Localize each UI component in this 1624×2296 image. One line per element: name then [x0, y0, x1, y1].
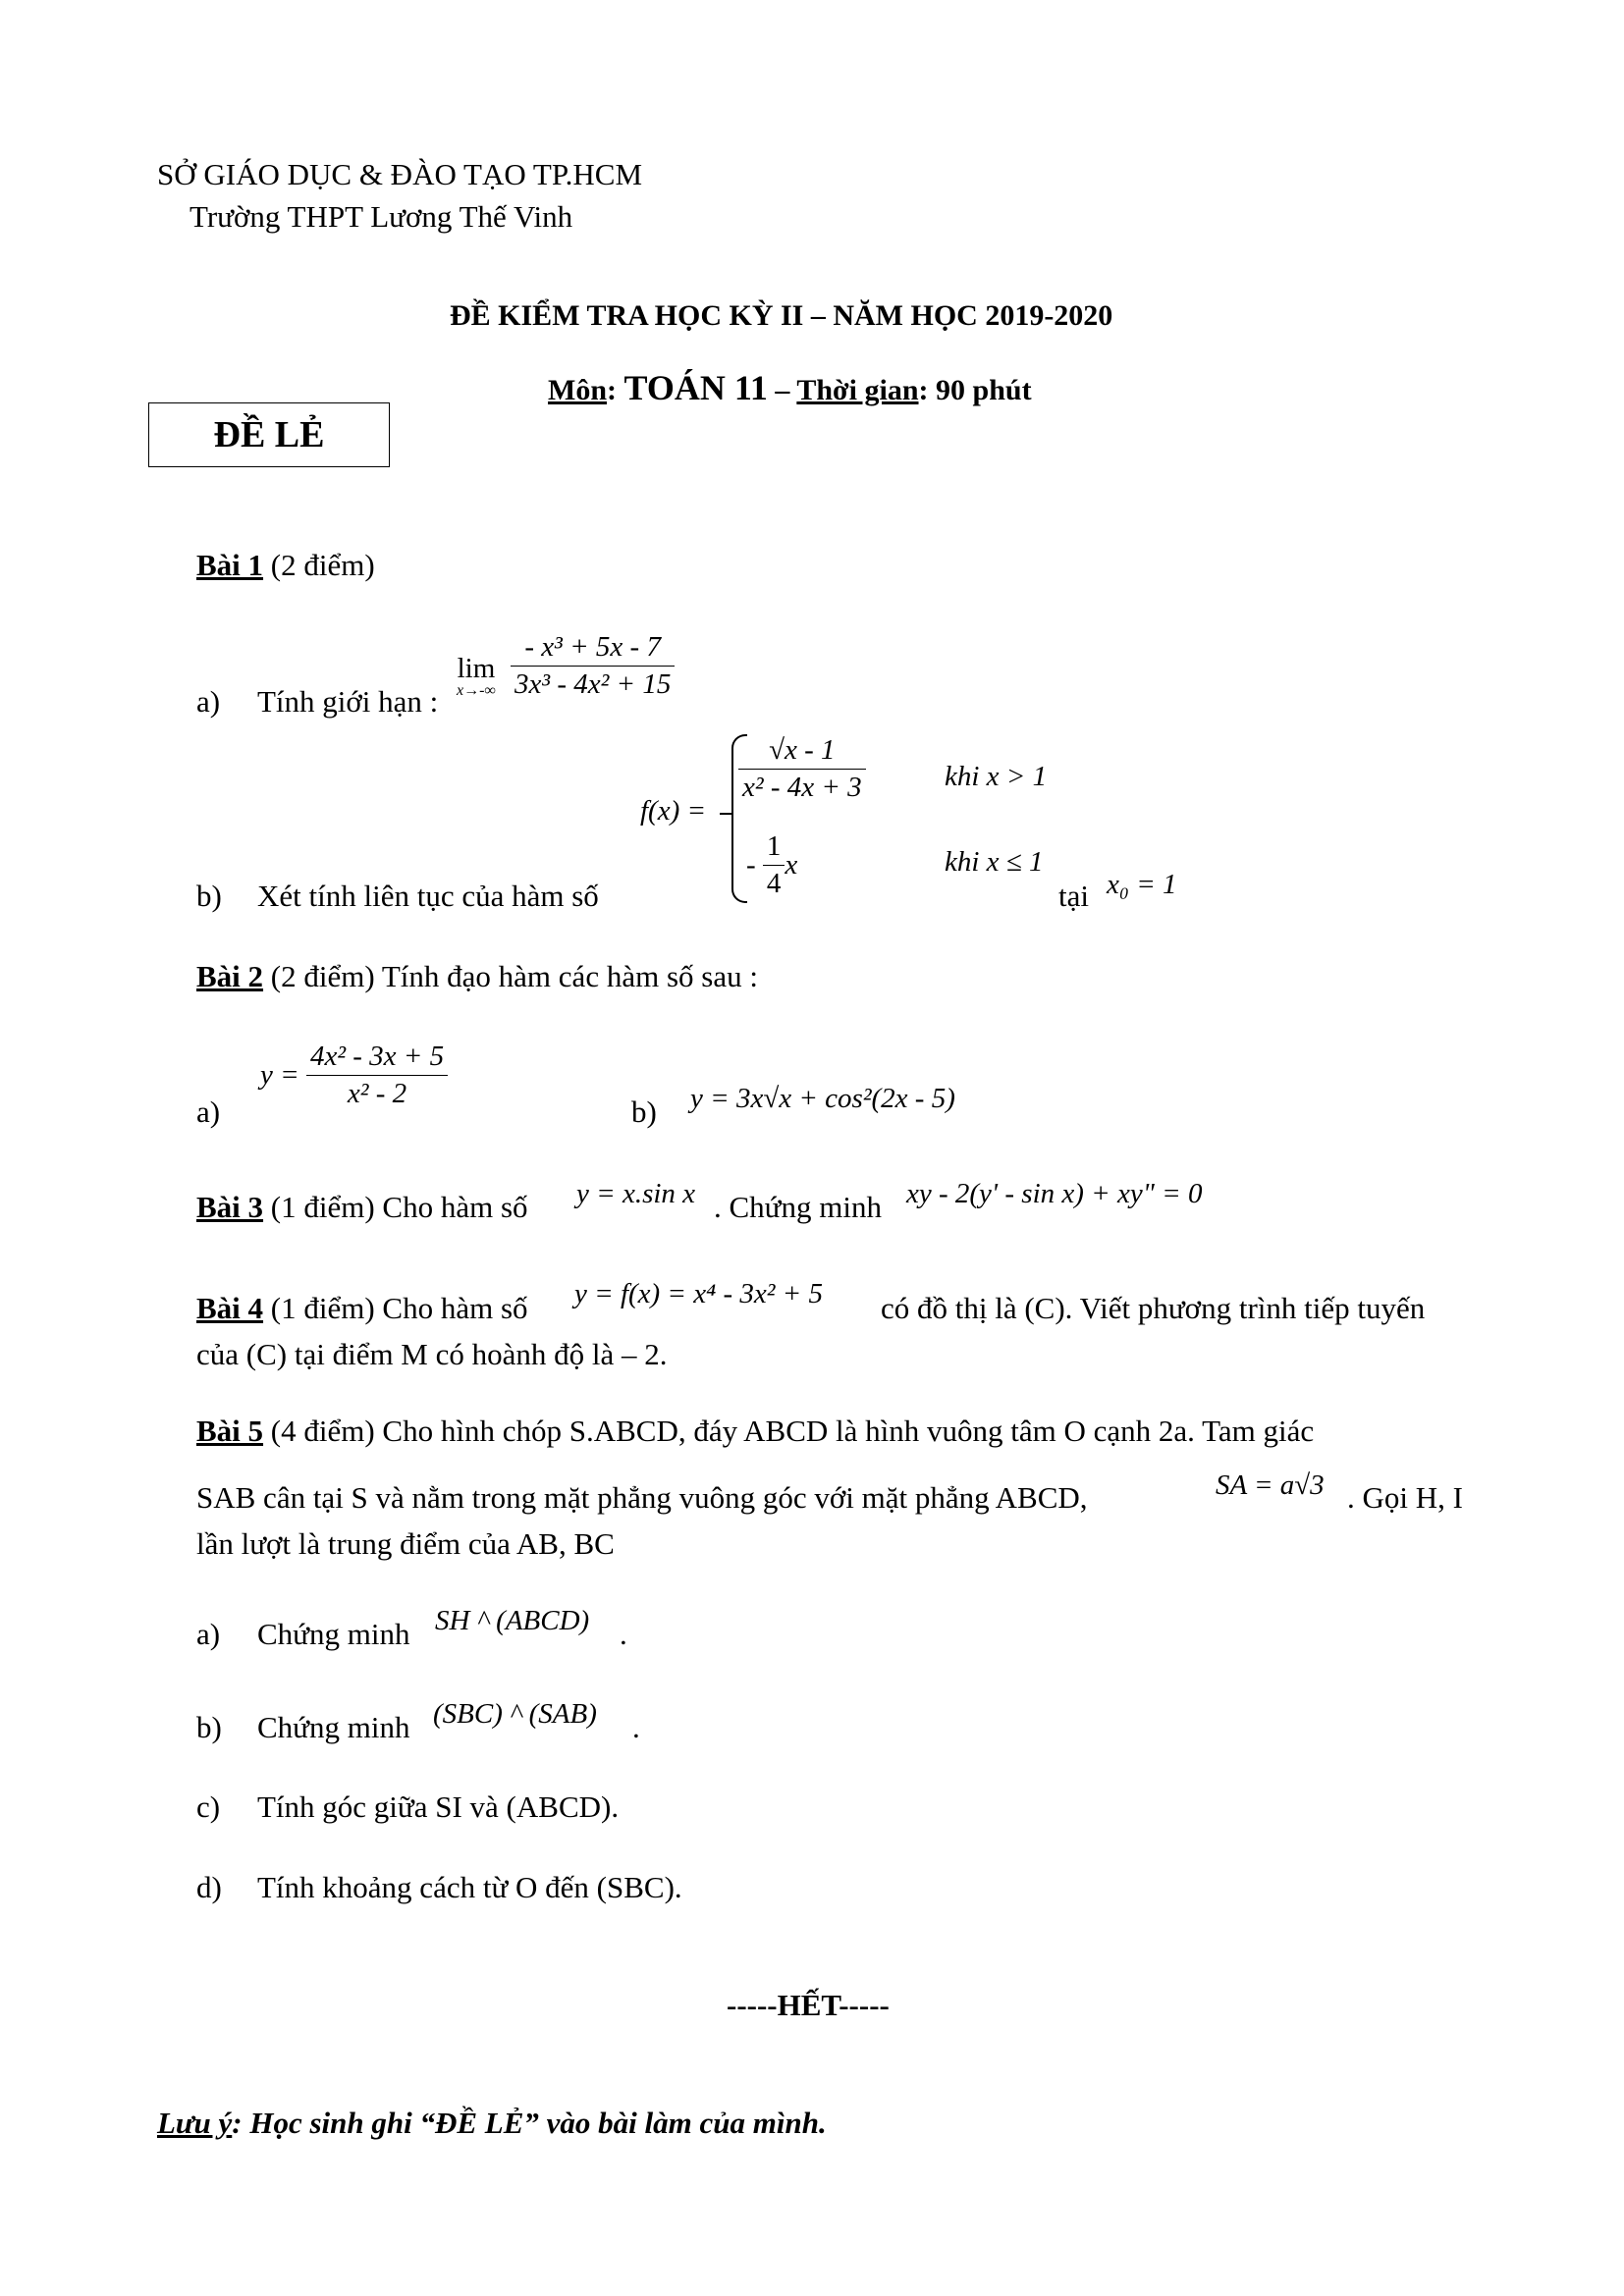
bai2-heading-line	[196, 959, 758, 994]
school-name: Trường THPT Lương Thế Vinh	[189, 199, 573, 234]
bai5-line1	[196, 1414, 1314, 1449]
bai4-function: y = f(x) = x⁴ - 3x² + 5	[574, 1278, 823, 1309]
bai2-b-expr: y = 3x√x + cos²(2x - 5)	[690, 1083, 955, 1114]
exam-title: ĐỀ KIỂM TRA HỌC KỲ II – NĂM HỌC 2019-2020	[450, 299, 1113, 332]
bai5-sa-expr: SA = a√3	[1216, 1469, 1325, 1501]
bai5-b-text: Chứng minh	[257, 1710, 410, 1744]
case1-numerator: √x - 1	[738, 734, 866, 770]
bai1-a-numerator: - x³ + 5x - 7	[511, 631, 675, 667]
bai4-heading: Bài 4	[196, 1291, 264, 1325]
bai2-b-marker: b)	[631, 1095, 657, 1129]
bai1-b-tai: tại	[1058, 879, 1089, 913]
bai2-a-marker: a)	[196, 1095, 221, 1129]
bai5-a-expr: SH ^ (ABCD)	[435, 1605, 590, 1636]
bai5-line2-end: . Gọi H, I	[1347, 1480, 1463, 1515]
bai5-b-marker: b)	[196, 1710, 222, 1744]
time-label: Thời gian	[796, 374, 919, 406]
bai5-c-marker: c)	[196, 1789, 221, 1824]
time-value: 90 phút	[936, 374, 1032, 406]
bai1-b-case1	[738, 734, 866, 804]
bai1-b-marker: b)	[196, 879, 222, 913]
bai2-text: (2 điểm) Tính đạo hàm các hàm số sau :	[270, 959, 758, 993]
bai5-heading: Bài 5	[196, 1414, 264, 1448]
bai5-d-marker: d)	[196, 1870, 222, 1904]
bai5-line3: lần lượt là trung điểm của AB, BC	[196, 1526, 615, 1561]
note-text: : Học sinh ghi “ĐỀ LẺ” vào bài làm của mình.	[232, 2106, 827, 2140]
bai3-line	[196, 1190, 528, 1225]
bai3-function: y = x.sin x	[576, 1178, 696, 1209]
bai1-a-fraction	[511, 631, 675, 701]
bai5-a-text: Chứng minh	[257, 1617, 410, 1651]
exam-variant-box: ĐỀ LẺ	[148, 402, 390, 467]
piecewise-brace-tip	[720, 813, 732, 815]
bai1-a-denominator: 3x³ - 4x² + 15	[514, 668, 672, 700]
bai5-a-marker: a)	[196, 1617, 221, 1651]
bai4-line1	[196, 1291, 528, 1326]
exam-subject-line: Môn: TOÁN 11 – Thời gian: 90 phút	[548, 368, 1032, 407]
bai5-c-text: Tính góc giữa SI và (ABCD).	[257, 1789, 620, 1824]
case1-condition: khi x > 1	[945, 761, 1048, 792]
note-label: Lưu ý	[157, 2106, 233, 2140]
case1-denominator: x² - 4x + 3	[742, 772, 862, 803]
bai1-a-text: Tính giới hạn :	[257, 684, 439, 719]
department-name: SỞ GIÁO DỤC & ĐÀO TẠO TP.HCM	[157, 157, 643, 191]
bai2-a-denominator: x² - 2	[347, 1078, 407, 1109]
bai2-a-numerator: 4x² - 3x + 5	[306, 1041, 448, 1076]
bai4-text: (1 điểm) Cho hàm số	[270, 1291, 528, 1325]
bai1-b-text: Xét tính liên tục của hàm số	[257, 879, 599, 913]
bai4-text-after: có đồ thị là (C). Viết phương trình tiếp tuyến	[881, 1291, 1426, 1325]
end-marker: -----HẾT-----	[727, 1988, 890, 2022]
bai3-identity: xy - 2(y' - sin x) + xy" = 0	[906, 1178, 1203, 1209]
bai5-a-period: .	[620, 1617, 627, 1651]
bai1-a-marker: a)	[196, 684, 221, 719]
bai1-a-lim	[457, 654, 496, 699]
bai2-a-expr: y = $\frac{\text{4x² - 3x + 5}}{\text{x² - 2}}$	[260, 1041, 448, 1110]
bai2-heading: Bài 2	[196, 959, 264, 993]
bai1-heading: Bài 1	[196, 548, 264, 582]
case2-condition: khi x ≤ 1	[945, 846, 1044, 878]
bai5-b-period: .	[632, 1710, 640, 1744]
bai1-points: (2 điểm)	[270, 548, 375, 582]
subject-label: Môn	[548, 374, 607, 406]
bai3-prove-text: . Chứng minh	[714, 1190, 882, 1224]
bai5-d-text: Tính khoảng cách từ O đến (SBC).	[257, 1870, 682, 1904]
note-line	[157, 2106, 827, 2141]
case2-denominator: 4	[766, 868, 782, 899]
bai1-b-fx: f(x) =	[640, 795, 707, 827]
bai1-b-case2: - $\frac{1}{4}$ x	[746, 830, 798, 899]
bai1-b-point: x₀ = 1	[1107, 869, 1177, 900]
bai1-heading-line	[196, 548, 375, 583]
bai4-line2: của (C) tại điểm M có hoành độ là – 2.	[196, 1337, 668, 1371]
bai5-line2: SAB cân tại S và nằm trong mặt phẳng vuông góc với mặt phẳng ABCD,	[196, 1480, 1088, 1515]
subject-value: TOÁN 11	[623, 368, 768, 407]
bai5-text-line1: (4 điểm) Cho hình chóp S.ABCD, đáy ABCD là hình vuông tâm O cạnh 2a. Tam giác	[270, 1414, 1315, 1448]
bai3-heading: Bài 3	[196, 1190, 264, 1224]
subject-dash: –	[775, 374, 790, 406]
lim-subscript: x→-∞	[457, 682, 496, 699]
bai5-b-expr: (SBC) ^ (SAB)	[433, 1698, 597, 1730]
bai3-text: (1 điểm) Cho hàm số	[270, 1190, 528, 1224]
lim-word: lim	[457, 653, 496, 684]
case2-numerator: 1	[763, 830, 785, 866]
